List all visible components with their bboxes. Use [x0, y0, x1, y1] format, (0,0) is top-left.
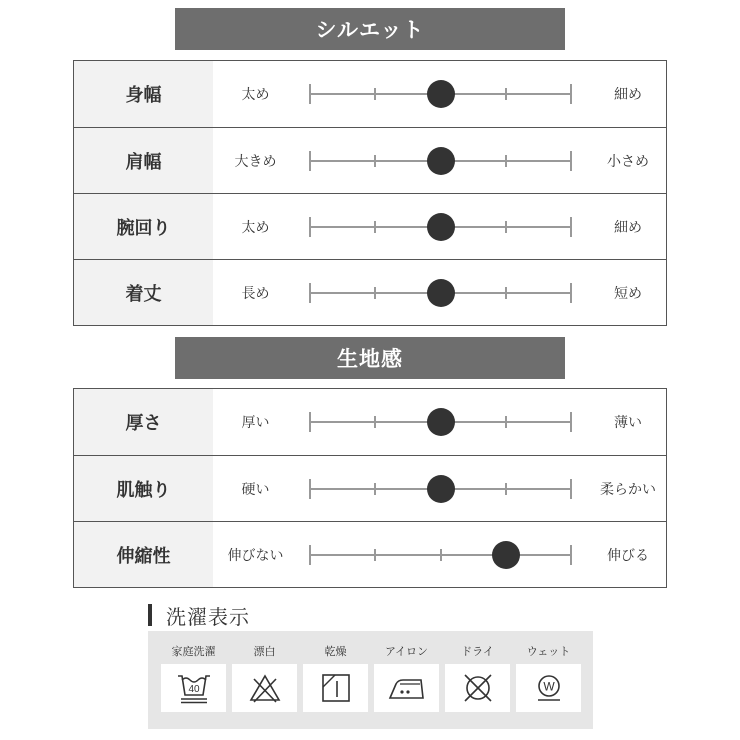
scale-tick	[374, 416, 376, 428]
fabric-title: 生地感	[337, 347, 403, 371]
rating-row	[74, 259, 666, 325]
scale-tick	[374, 549, 376, 561]
scale-min-label: 硬い	[241, 481, 270, 498]
care-label: アイロン	[384, 645, 428, 658]
silhouette-header	[175, 8, 565, 50]
scale-tick	[570, 479, 572, 499]
scale-tick	[374, 88, 376, 100]
rating-scale	[310, 522, 571, 587]
rating-scale	[310, 260, 571, 325]
scale-tick	[309, 479, 311, 499]
rating-row	[74, 455, 666, 521]
scale-tick	[374, 155, 376, 167]
scale-tick	[570, 217, 572, 237]
scale-tick	[505, 483, 507, 495]
iron-icon	[374, 664, 439, 712]
care-item-dryclean	[445, 631, 510, 729]
svg-text:W: W	[542, 679, 555, 694]
care-item-dry	[303, 631, 368, 729]
scale-max-label: 細め	[614, 87, 642, 103]
scale-tick	[440, 549, 442, 561]
scale-min-label: 太め	[241, 219, 270, 236]
scale-tick	[309, 283, 311, 303]
scale-tick	[374, 221, 376, 233]
row-label: 厚さ	[74, 389, 213, 455]
rating-dot	[427, 475, 455, 503]
silhouette-title: シルエット	[315, 18, 425, 42]
care-label: ドライ	[461, 645, 494, 658]
rating-row	[74, 127, 666, 193]
rating-scale	[310, 61, 571, 127]
rating-row	[74, 61, 666, 127]
row-label: 伸縮性	[74, 522, 213, 587]
no-dry-clean-icon	[445, 664, 510, 712]
scale-tick	[570, 545, 572, 565]
scale-tick	[570, 283, 572, 303]
care-title: 洗濯表示	[166, 604, 250, 629]
row-label: 腕回り	[74, 194, 213, 259]
rating-dot	[427, 408, 455, 436]
line-dry-shade-icon	[303, 664, 368, 712]
care-item-bleach	[232, 631, 297, 729]
silhouette-table	[73, 60, 667, 326]
no-bleach-icon	[232, 664, 297, 712]
scale-min-label: 長め	[241, 285, 270, 302]
rating-scale	[310, 128, 571, 193]
scale-tick	[505, 287, 507, 299]
care-panel	[148, 631, 593, 729]
scale-tick	[505, 88, 507, 100]
care-item-wet	[516, 631, 581, 729]
rating-scale	[310, 389, 571, 455]
scale-tick	[309, 84, 311, 104]
scale-tick	[505, 221, 507, 233]
care-label: 家庭洗濯	[171, 645, 216, 658]
scale-min-label: 伸びない	[227, 547, 284, 564]
fabric-header	[175, 337, 565, 379]
scale-max-label: 小さめ	[607, 153, 649, 170]
row-label: 身幅	[74, 61, 213, 127]
scale-tick	[309, 151, 311, 171]
scale-tick	[570, 412, 572, 432]
rating-row	[74, 389, 666, 455]
scale-max-label: 短め	[614, 285, 642, 302]
rating-dot	[427, 80, 455, 108]
scale-tick	[505, 155, 507, 167]
care-item-wash	[161, 631, 226, 729]
scale-tick	[570, 151, 572, 171]
row-label: 肌触り	[74, 456, 213, 521]
rating-dot	[427, 279, 455, 307]
scale-min-label: 太め	[241, 87, 270, 103]
fabric-table	[73, 388, 667, 588]
scale-min-label: 大きめ	[234, 153, 277, 170]
scale-tick	[309, 412, 311, 432]
row-label: 肩幅	[74, 128, 213, 193]
scale-tick	[374, 483, 376, 495]
care-item-iron	[374, 631, 439, 729]
rating-dot	[427, 213, 455, 241]
care-heading	[148, 602, 250, 628]
scale-max-label: 柔らかい	[600, 481, 656, 498]
wash-tub-40-icon	[161, 664, 226, 712]
scale-max-label: 薄い	[614, 415, 642, 431]
care-heading-bar	[148, 604, 152, 626]
row-label: 着丈	[74, 260, 213, 325]
care-label: ウェット	[526, 645, 571, 658]
rating-row	[74, 521, 666, 587]
scale-max-label: 伸びる	[607, 547, 649, 564]
rating-dot	[492, 541, 520, 569]
scale-max-label: 細め	[614, 219, 642, 236]
rating-scale	[310, 194, 571, 259]
scale-tick	[505, 416, 507, 428]
rating-row	[74, 193, 666, 259]
care-label: 乾燥	[324, 645, 347, 658]
svg-text:40: 40	[187, 684, 200, 695]
care-label: 漂白	[253, 645, 276, 658]
rating-dot	[427, 147, 455, 175]
scale-tick	[374, 287, 376, 299]
scale-tick	[570, 84, 572, 104]
scale-tick	[309, 545, 311, 565]
scale-tick	[309, 217, 311, 237]
scale-min-label: 厚い	[241, 415, 270, 431]
wet-clean-icon	[516, 664, 581, 712]
rating-scale	[310, 456, 571, 521]
